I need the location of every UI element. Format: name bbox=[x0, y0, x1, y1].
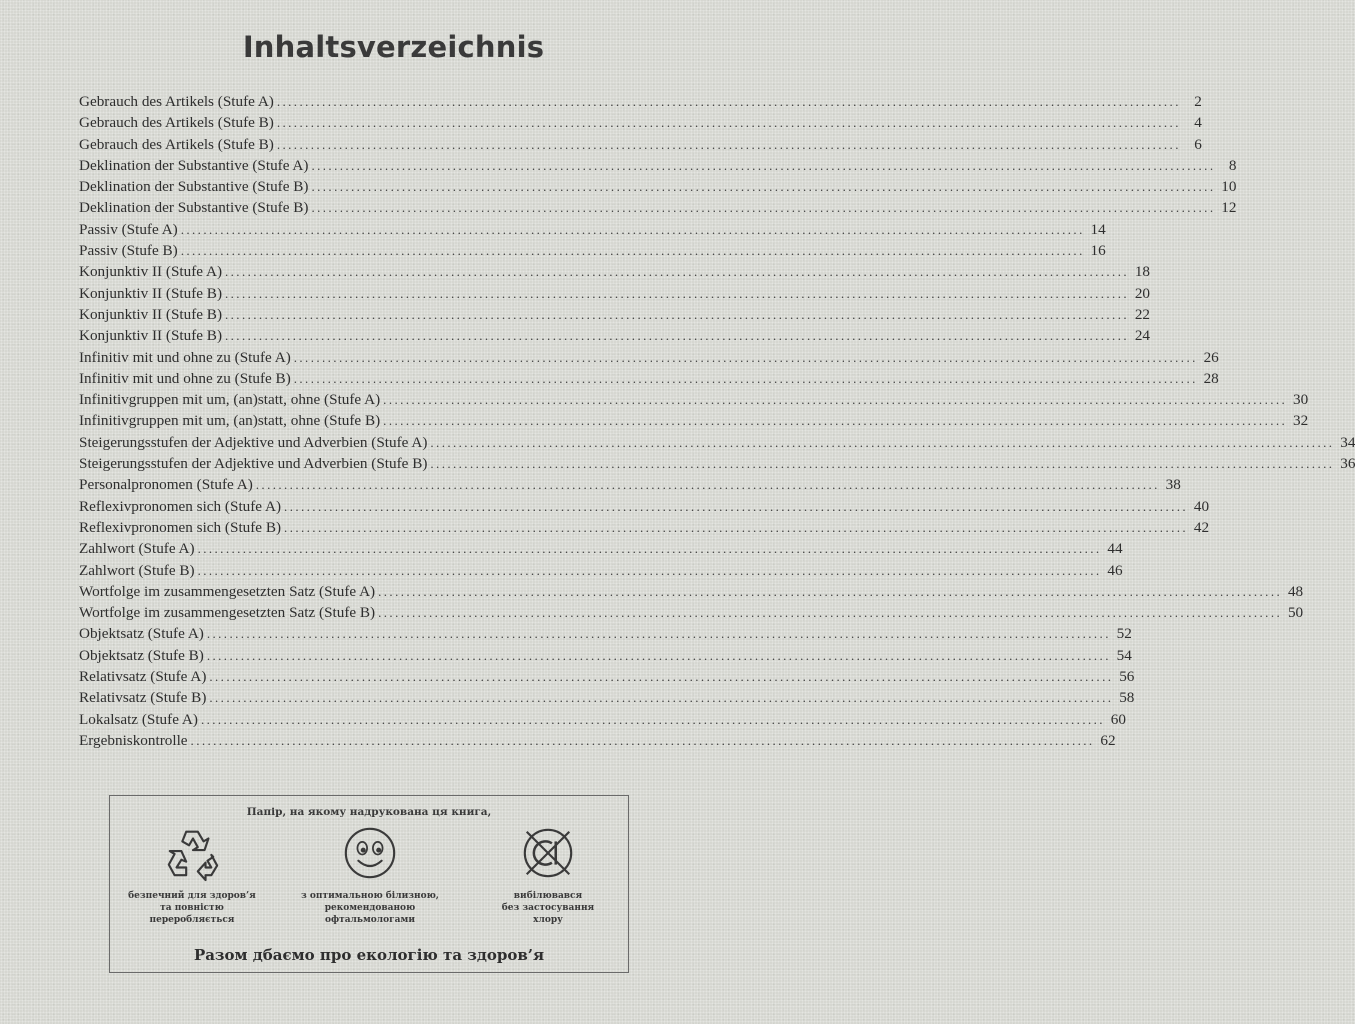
toc-entry bbox=[79, 538, 1123, 559]
toc-entry-title: Gebrauch des Artikels (Stufe B) bbox=[79, 114, 274, 132]
toc-entry bbox=[79, 197, 1237, 218]
toc-leader-dots: ................................................................................................................................................................ bbox=[311, 200, 1216, 216]
eco-info-box bbox=[109, 795, 629, 973]
toc-entry-title: Infinitiv mit und ohne zu (Stufe A) bbox=[79, 348, 291, 366]
toc-entry-title: Konjunktiv II (Stufe B) bbox=[79, 305, 222, 323]
toc-leader-dots: ................................................................................................................................................................ bbox=[311, 179, 1216, 195]
toc-entry-title: Deklination der Substantive (Stufe B) bbox=[79, 199, 309, 217]
toc-entry-title: Ergebniskontrolle bbox=[79, 731, 188, 749]
toc-leader-dots: ................................................................................................................................................................ bbox=[284, 498, 1189, 514]
toc-leader-dots: ................................................................................................................................................................ bbox=[430, 434, 1335, 450]
toc-entry bbox=[79, 261, 1150, 282]
toc-leader-dots: ................................................................................................................................................................ bbox=[284, 519, 1189, 535]
eco-caption-chlorine: вибілювався без застосування хлору bbox=[501, 891, 595, 925]
toc-entry bbox=[79, 134, 1202, 155]
toc-leader-dots: ................................................................................................................................................................ bbox=[225, 264, 1129, 280]
recycle-icon bbox=[163, 824, 221, 882]
toc-page-number: 60 bbox=[1110, 710, 1126, 728]
toc-leader-dots: ................................................................................................................................................................ bbox=[255, 477, 1160, 493]
toc-leader-dots: ................................................................................................................................................................ bbox=[383, 413, 1288, 429]
toc-leader-dots: ................................................................................................................................................................ bbox=[197, 562, 1102, 578]
toc-page-number: 46 bbox=[1107, 561, 1123, 579]
toc-page-number: 4 bbox=[1194, 114, 1202, 132]
toc-entry-title: Konjunktiv II (Stufe B) bbox=[79, 327, 222, 345]
toc-entry bbox=[79, 709, 1126, 730]
toc-entry-title: Reflexivpronomen sich (Stufe A) bbox=[79, 497, 282, 515]
toc-leader-dots: ................................................................................................................................................................ bbox=[383, 392, 1288, 408]
toc-entry-title: Wortfolge im zusammengesetzten Satz (Stufe A) bbox=[79, 582, 376, 600]
toc-page-number: 32 bbox=[1292, 412, 1309, 430]
toc-page-number: 24 bbox=[1134, 327, 1150, 345]
toc-entry bbox=[79, 176, 1237, 197]
toc-leader-dots: ................................................................................................................................................................ bbox=[180, 221, 1085, 237]
toc-entry-title: Wortfolge im zusammengesetzten Satz (Stufe B) bbox=[79, 604, 376, 622]
toc-entry bbox=[79, 219, 1106, 240]
toc-leader-dots: ................................................................................................................................................................ bbox=[276, 115, 1181, 131]
toc-entry-title: Objektsatz (Stufe B) bbox=[79, 646, 204, 664]
toc-leader-dots: ................................................................................................................................................................ bbox=[209, 669, 1114, 685]
toc-entry bbox=[79, 496, 1210, 517]
toc-page-number: 48 bbox=[1287, 582, 1304, 600]
toc-page-number: 20 bbox=[1134, 284, 1150, 302]
toc-entry-title: Deklination der Substantive (Stufe B) bbox=[79, 178, 309, 196]
toc-page-number: 44 bbox=[1107, 540, 1123, 558]
toc-leader-dots: ................................................................................................................................................................ bbox=[197, 541, 1102, 557]
toc-entry bbox=[79, 623, 1132, 644]
toc-entry-title: Objektsatz (Stufe A) bbox=[79, 625, 204, 643]
toc-entry bbox=[79, 560, 1123, 581]
toc-leader-dots: ................................................................................................................................................................ bbox=[225, 285, 1129, 301]
smiley-face-icon bbox=[341, 824, 399, 882]
toc-leader-dots: ................................................................................................................................................................ bbox=[293, 349, 1198, 365]
toc-page-number: 58 bbox=[1119, 689, 1135, 707]
toc-entry-title: Personalpronomen (Stufe A) bbox=[79, 476, 253, 494]
toc-entry bbox=[79, 347, 1219, 368]
toc-entry-title: Gebrauch des Artikels (Stufe A) bbox=[79, 93, 274, 110]
toc-page-number: 28 bbox=[1203, 369, 1219, 387]
toc-page-number: 16 bbox=[1090, 242, 1106, 260]
toc-leader-dots: ................................................................................................................................................................ bbox=[276, 94, 1181, 109]
eco-caption-whiteness: з оптимальною білизною, рекомендованою офтальмологами bbox=[301, 891, 439, 925]
toc-leader-dots: ................................................................................................................................................................ bbox=[311, 157, 1216, 173]
toc-entry-title: Zahlwort (Stufe A) bbox=[79, 540, 195, 558]
toc-leader-dots: ................................................................................................................................................................ bbox=[430, 456, 1335, 472]
toc-entry bbox=[79, 240, 1106, 261]
toc-entry bbox=[79, 474, 1181, 495]
toc-leader-dots: ................................................................................................................................................................ bbox=[378, 583, 1283, 599]
eco-heading: Папір, на якому надрукована ця книга, bbox=[246, 806, 492, 818]
toc-entry-title: Deklination der Substantive (Stufe A) bbox=[79, 156, 309, 174]
toc-entry-title: Passiv (Stufe B) bbox=[79, 242, 178, 260]
toc-entry-title: Steigerungsstufen der Adjektive und Adverbien (Stufe B) bbox=[79, 455, 428, 473]
toc-entry bbox=[79, 517, 1210, 538]
toc-page-number: 40 bbox=[1193, 497, 1210, 515]
toc-page-number: 18 bbox=[1134, 263, 1150, 281]
toc-leader-dots: ................................................................................................................................................................ bbox=[225, 306, 1129, 322]
toc-entry-title: Infinitivgruppen mit um, (an)statt, ohne (Stufe A) bbox=[79, 391, 381, 409]
toc-entry-title: Konjunktiv II (Stufe B) bbox=[79, 284, 222, 302]
toc-entry-title: Infinitiv mit und ohne zu (Stufe B) bbox=[79, 369, 291, 387]
toc-page-number: 52 bbox=[1116, 625, 1132, 643]
toc-leader-dots: ................................................................................................................................................................ bbox=[209, 690, 1114, 706]
toc-entry bbox=[79, 453, 1355, 474]
toc-entry bbox=[79, 645, 1132, 666]
toc-leader-dots: ................................................................................................................................................................ bbox=[225, 328, 1129, 344]
toc-page-number: 2 bbox=[1194, 93, 1202, 110]
toc-page-number: 30 bbox=[1292, 391, 1309, 409]
toc-entry-title: Gebrauch des Artikels (Stufe B) bbox=[79, 135, 274, 153]
eco-item-recycle bbox=[112, 824, 272, 926]
toc-entry bbox=[79, 112, 1202, 133]
toc-entry-title: Passiv (Stufe A) bbox=[79, 220, 178, 238]
toc-page-number: 8 bbox=[1228, 156, 1237, 174]
page-title: Inhaltsverzeichnis bbox=[242, 30, 545, 64]
toc-leader-dots: ................................................................................................................................................................ bbox=[206, 647, 1111, 663]
toc-page-number: 38 bbox=[1165, 476, 1181, 494]
toc-page-number: 10 bbox=[1221, 178, 1237, 196]
no-chlorine-icon bbox=[519, 824, 577, 882]
toc-entry bbox=[79, 325, 1150, 346]
toc-page-number: 12 bbox=[1221, 199, 1237, 217]
toc-entry bbox=[79, 283, 1150, 304]
toc-entry-title: Relativsatz (Stufe A) bbox=[79, 668, 207, 686]
eco-item-no-chlorine bbox=[468, 824, 628, 926]
toc-page-number: 50 bbox=[1287, 604, 1304, 622]
toc-entry bbox=[79, 666, 1135, 687]
toc-page-number: 14 bbox=[1090, 220, 1106, 238]
toc-entry bbox=[79, 389, 1309, 410]
toc-entry-title: Steigerungsstufen der Adjektive und Adverbien (Stufe A) bbox=[79, 433, 428, 451]
toc-entry bbox=[79, 432, 1355, 453]
toc-leader-dots: ................................................................................................................................................................ bbox=[180, 243, 1085, 259]
toc-leader-dots: ................................................................................................................................................................ bbox=[206, 626, 1111, 642]
toc-entry bbox=[79, 304, 1150, 325]
toc-leader-dots: ................................................................................................................................................................ bbox=[378, 605, 1283, 621]
toc-entry bbox=[79, 602, 1304, 623]
toc-entry bbox=[79, 687, 1135, 708]
toc-entry bbox=[79, 368, 1219, 389]
toc-entry-title: Zahlwort (Stufe B) bbox=[79, 561, 195, 579]
table-of-contents bbox=[79, 91, 1355, 751]
toc-page-number: 36 bbox=[1340, 455, 1355, 473]
eco-footer: Разом дбаємо про екологію та здоров’я bbox=[193, 946, 545, 964]
toc-entry bbox=[79, 730, 1116, 751]
eco-caption-recycle: безпечний для здоров’я та повністю переробляється bbox=[128, 891, 256, 925]
toc-entry-title: Konjunktiv II (Stufe A) bbox=[79, 263, 222, 281]
toc-page-number: 56 bbox=[1119, 668, 1135, 686]
toc-leader-dots: ................................................................................................................................................................ bbox=[190, 732, 1095, 748]
toc-entry-title: Infinitivgruppen mit um, (an)statt, ohne (Stufe B) bbox=[79, 412, 381, 430]
toc-entry bbox=[79, 410, 1309, 431]
toc-page-number: 54 bbox=[1116, 646, 1132, 664]
toc-leader-dots: ................................................................................................................................................................ bbox=[293, 370, 1198, 386]
toc-page-number: 42 bbox=[1193, 518, 1210, 536]
toc-page-number: 6 bbox=[1194, 135, 1202, 153]
eco-item-smiley bbox=[290, 824, 450, 926]
toc-entry-title: Reflexivpronomen sich (Stufe B) bbox=[79, 518, 282, 536]
toc-page-number: 26 bbox=[1203, 348, 1219, 366]
toc-page-number: 62 bbox=[1100, 731, 1116, 749]
toc-page-number: 22 bbox=[1134, 305, 1150, 323]
toc-page-number: 34 bbox=[1340, 433, 1355, 451]
toc-leader-dots: ................................................................................................................................................................ bbox=[276, 136, 1181, 152]
toc-entry bbox=[79, 581, 1304, 602]
toc-entry-title: Relativsatz (Stufe B) bbox=[79, 689, 207, 707]
toc-entry bbox=[79, 91, 1202, 112]
toc-leader-dots: ................................................................................................................................................................ bbox=[200, 711, 1105, 727]
toc-entry-title: Lokalsatz (Stufe A) bbox=[79, 710, 198, 728]
toc-entry bbox=[79, 155, 1237, 176]
